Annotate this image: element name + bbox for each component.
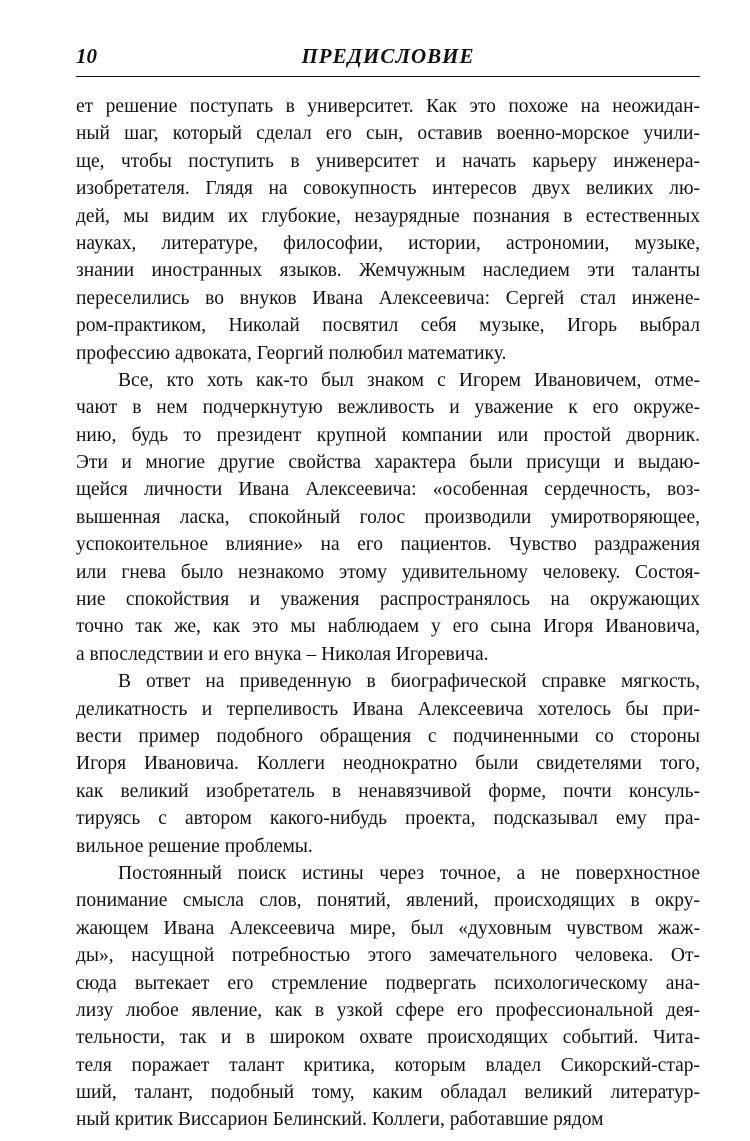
running-title: ПРЕДИСЛОВИЕ <box>301 44 475 68</box>
text-line: сюда вытекает его стремление подвергать психологическому ана- <box>76 972 700 994</box>
text-line: как великий изобретатель в ненавязчивой форме, почти консуль- <box>76 780 700 802</box>
text-line: Все, кто хоть как-то был знаком с Игорем Ивановичем, отме- <box>118 369 700 391</box>
text-line: щейся личности Ивана Алексеевича: «особенная сердечность, воз- <box>76 479 700 501</box>
text-line: ром-практиком, Николай посвятил себя музыке, Игорь выбрал <box>76 315 700 337</box>
text-line: а впоследствии и его внука – Николая Игоревича. <box>76 643 489 665</box>
text-line: Эти и многие другие свойства характера были присущи и выдаю- <box>76 452 700 474</box>
text-line: ет решение поступать в университет. Как это похоже на неожидан- <box>76 96 700 117</box>
text-line: тируясь с автором какого-нибудь проекта, подсказывал ему пра- <box>76 808 700 830</box>
text-line: Игоря Ивановича. Коллеги неоднократно были свидетелями того, <box>76 753 700 775</box>
text-line: нию, будь то президент крупной компании или простой дворник. <box>76 424 700 446</box>
body-text <box>76 93 700 1134</box>
text-line: точно так же, как это мы наблюдаем у его сына Игоря Ивановича, <box>76 616 700 638</box>
paragraph <box>76 367 700 668</box>
text-line: ние спокойствия и уважения распространялось на окружающих <box>76 589 700 611</box>
text-line: вильное решение проблемы. <box>76 835 313 857</box>
text-line: понимание смысла слов, понятий, явлений, происходящих в окру- <box>76 890 700 912</box>
page-number: 10 <box>76 44 97 68</box>
text-line: вышенная ласка, спокойный голос производили умиротворяющее, <box>76 506 700 528</box>
paragraph <box>76 668 700 860</box>
text-line: ный критик Виссарион Белинский. Коллеги, работавшие рядом <box>76 1109 604 1131</box>
text-line: вести пример подобного обращения с подчиненными со стороны <box>76 725 700 747</box>
text-line: ды», насущной потребностью этого замечательного человека. От- <box>76 945 700 967</box>
text-line: изобретателя. Глядя на совокупность интересов двух великих лю- <box>76 178 700 200</box>
text-line: деликатность и терпеливость Ивана Алексеевича хотелось бы при- <box>76 698 700 720</box>
text-line: знании иностранных языков. Жемчужным наследием эти таланты <box>76 260 700 282</box>
text-line: ный шаг, который сделал его сын, оставив военно-морское учили- <box>76 123 700 145</box>
text-line: ший, талант, подобный тому, каким обладал великий литератур- <box>76 1082 700 1104</box>
text-line: дей, мы видим их глубокие, незаурядные познания в естественных <box>76 205 700 227</box>
text-line: или гнева было незнакомо этому удивительному человеку. Состоя- <box>76 561 700 583</box>
text-line: успокоительное влияние» на его пациентов. Чувство раздражения <box>76 534 700 556</box>
text-line: чают в нем подчеркнутую вежливость и уважение к его окруже- <box>76 397 700 419</box>
text-line: тельности, так и в широком охвате происходящих событий. Чита- <box>76 1027 700 1049</box>
header-rule <box>76 76 700 77</box>
text-line: теля поражает талант критика, которым владел Сикорский-стар- <box>76 1054 700 1076</box>
text-line: профессию адвоката, Георгий полюбил математику. <box>76 342 507 364</box>
paragraph <box>76 860 700 1134</box>
text-line: переселились во внуков Ивана Алексеевича: Сергей стал инжене- <box>76 287 700 309</box>
page-header <box>76 40 700 76</box>
text-line: науках, литературе, философии, истории, астрономии, музыке, <box>76 232 700 254</box>
text-line: В ответ на приведенную в биографической справке мягкость, <box>118 671 700 693</box>
paragraph <box>76 93 700 367</box>
text-line: лизу любое явление, как в узкой сфере его профессиональной дея- <box>76 999 700 1021</box>
text-line: Постоянный поиск истины через точное, а не поверхностное <box>118 862 700 884</box>
text-line: ще, чтобы поступить в университет и начать карьеру инженера- <box>76 150 700 172</box>
text-line: жающем Ивана Алексеевича мире, был «духовным чувством жаж- <box>76 917 700 939</box>
